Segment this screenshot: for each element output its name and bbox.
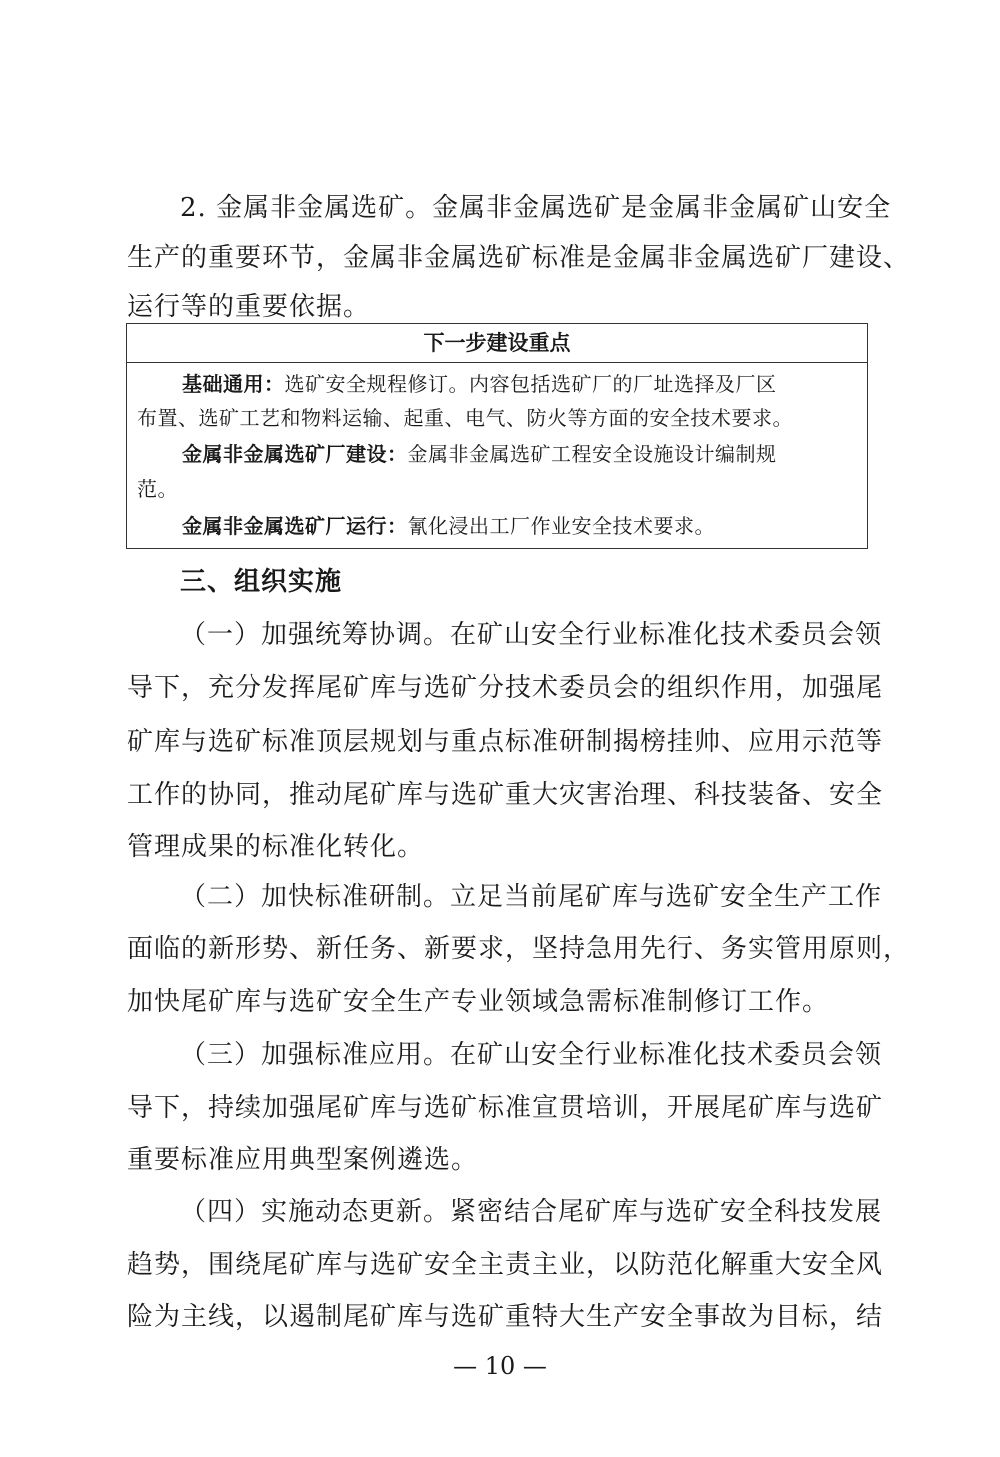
text-line: 矿库与选矿标准顶层规划与重点标准研制揭榜挂帅、应用示范等 (127, 727, 884, 757)
text-line: 导下，充分发挥尾矿库与选矿分技术委员会的组织作用，加强尾 (127, 673, 884, 703)
text-line: （二）加快标准研制。立足当前尾矿库与选矿安全生产工作 (180, 882, 883, 912)
text-line: 加快尾矿库与选矿安全生产专业领域急需标准制修订工作。 (127, 987, 830, 1017)
box-item-line: 布置、选矿工艺和物料运输、起重、电气、防火等方面的安全技术要求。 (137, 406, 793, 430)
box-item-text: 氰化浸出工厂作业安全技术要求。 (407, 514, 715, 538)
text-line: （三）加强标准应用。在矿山安全行业标准化技术委员会领 (180, 1040, 883, 1070)
construction-focus-box (126, 323, 868, 549)
box-item-label: 基础通用： (182, 372, 285, 396)
page-number: — 10 — (453, 1352, 547, 1380)
box-item-line (182, 442, 777, 466)
text-line: 趋势，围绕尾矿库与选矿安全主责主业，以防范化解重大安全风 (127, 1250, 884, 1280)
text-line: 生产的重要环节，金属非金属选矿标准是金属非金属选矿厂建设、 (127, 243, 911, 273)
text-line: 运行等的重要依据。 (127, 292, 371, 322)
box-item-text: 选矿安全规程修订。内容包括选矿厂的厂址选择及厂区 (284, 372, 777, 396)
box-item-label: 金属非金属选矿厂运行： (182, 514, 408, 538)
text-line: 导下，持续加强尾矿库与选矿标准宣贯培训，开展尾矿库与选矿 (127, 1093, 884, 1123)
section-heading: 三、组织实施 (180, 567, 343, 597)
text-line: （四）实施动态更新。紧密结合尾矿库与选矿安全科技发展 (180, 1197, 883, 1227)
box-item-line (182, 514, 715, 538)
text-line: （一）加强统筹协调。在矿山安全行业标准化技术委员会领 (180, 620, 883, 650)
box-item-line (182, 372, 777, 396)
text-line: 2. 金属非金属选矿。金属非金属选矿是金属非金属矿山安全 (180, 193, 892, 223)
box-item-label: 金属非金属选矿厂建设： (182, 442, 408, 466)
text-line: 工作的协同，推动尾矿库与选矿重大灾害治理、科技装备、安全 (127, 780, 884, 810)
text-line: 重要标准应用典型案例遴选。 (127, 1145, 479, 1175)
box-title: 下一步建设重点 (127, 324, 867, 363)
box-item-text: 金属非金属选矿工程安全设施设计编制规 (407, 442, 777, 466)
text-line: 险为主线，以遏制尾矿库与选矿重特大生产安全事故为目标，结 (127, 1302, 884, 1332)
text-line: 面临的新形势、新任务、新要求，坚持急用先行、务实管用原则， (127, 934, 911, 964)
text-line: 管理成果的标准化转化。 (127, 832, 425, 862)
box-item-line: 范。 (137, 477, 178, 501)
